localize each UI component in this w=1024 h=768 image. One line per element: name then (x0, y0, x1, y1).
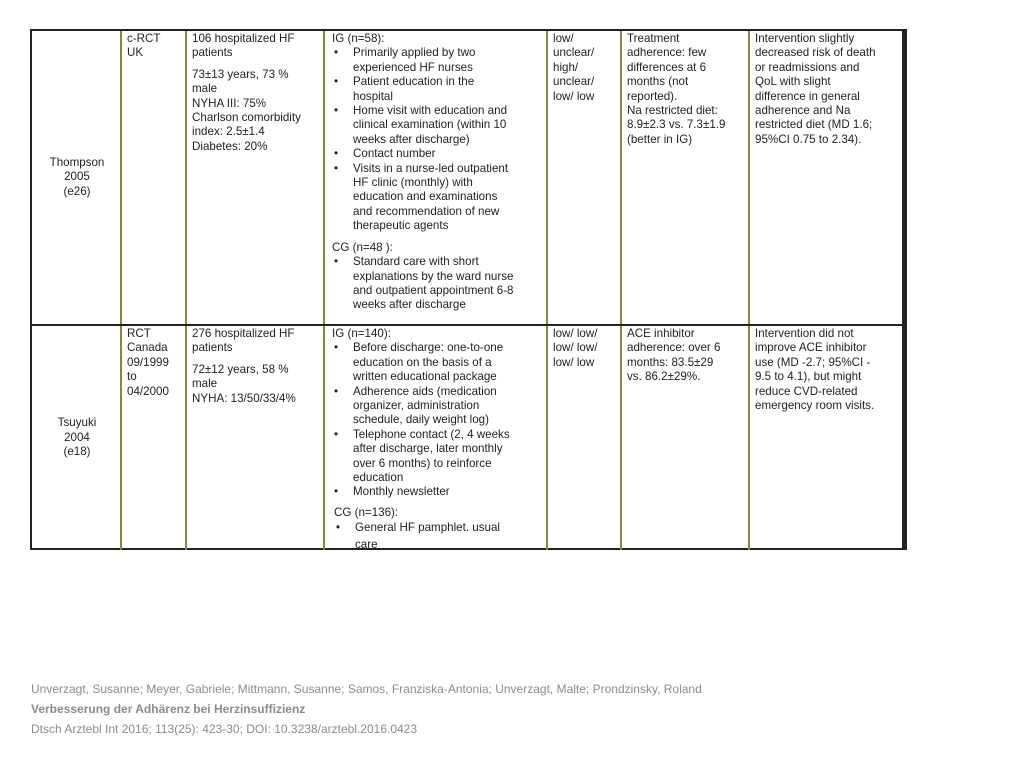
list-item: • Standard care with short explanations by the ward nurse and outpatient appointment 6-8 weeks after discharge (332, 255, 543, 313)
cg-label: CG (n=48 ): (332, 240, 393, 254)
cg-label: CG (n=136): (334, 505, 399, 519)
adherence-line: vs. 86.2±29%. (627, 370, 701, 384)
list-item: • Primarily applied by two experienced HF nurses (332, 46, 543, 75)
list-item: • Before discharge: one-to-one education on the basis of a written educational package (332, 341, 543, 384)
study-line: 2005 (64, 170, 90, 184)
ig-label: IG (n=140): (332, 327, 391, 340)
list-item: • Home visit with education and clinical examination (within 10 weeks after discharge) (332, 104, 543, 147)
outcome-line: Intervention slightly (755, 32, 855, 45)
study-line: Tsuyuki (57, 416, 97, 430)
adherence-line: months: 83.5±29 (627, 355, 714, 369)
evidence-table (30, 29, 907, 550)
table-row (32, 324, 902, 550)
adherence-line: adherence: over 6 (627, 341, 721, 355)
ig-label: IG (n=58): (332, 32, 385, 45)
bias-line: low/ low (553, 355, 595, 369)
risk-of-bias-cell (548, 31, 622, 324)
population-line: male (192, 377, 218, 391)
cg-list (334, 520, 543, 550)
outcome-line: QoL with slight (755, 75, 831, 89)
design-cell (122, 326, 187, 550)
population-line: male (192, 82, 218, 96)
study-cell (32, 31, 122, 324)
adherence-line: (better in IG) (627, 132, 693, 146)
adherence-line: Treatment (627, 32, 680, 45)
outcome-line: or readmissions and (755, 60, 860, 74)
bias-line: low/ (553, 32, 574, 45)
study-line: Thompson (49, 155, 105, 169)
population-line: 276 hospitalized HF (192, 327, 295, 340)
population-line: Diabetes: 20% (192, 139, 268, 153)
table-row (32, 31, 902, 324)
population-line: NYHA III: 75% (192, 96, 267, 110)
population-line: NYHA: 13/50/33/4% (192, 391, 296, 405)
bias-line: low/ low/ (553, 341, 598, 355)
bias-line: high/ (553, 60, 579, 74)
adherence-cell (622, 31, 750, 324)
intervention-cell (325, 31, 548, 324)
population-line: 73±13 years, 73 % (192, 67, 289, 81)
design-line: 04/2000 (127, 384, 169, 398)
intervention-cell (325, 326, 548, 550)
risk-of-bias-cell (548, 326, 622, 550)
population-line: Charlson comorbidity (192, 111, 301, 125)
adherence-line: months (not (627, 75, 689, 89)
ig-list (332, 341, 543, 499)
outcome-line: use (MD -2.7; 95%CI - (755, 355, 871, 369)
outcome-line: difference in general (755, 89, 860, 103)
adherence-line: differences at 6 (627, 60, 707, 74)
outcome-cell (750, 326, 902, 550)
bias-line: unclear/ (553, 46, 595, 60)
adherence-line: reported). (627, 89, 678, 103)
outcome-line: restricted diet (MD 1.6; (755, 118, 873, 132)
design-line: c-RCT (127, 32, 161, 45)
design-line: to (127, 370, 137, 384)
population-line: 72±12 years, 58 % (192, 362, 289, 376)
list-item: • Contact number (332, 147, 543, 161)
outcome-line: decreased risk of death (755, 46, 876, 60)
outcome-line: 95%CI 0.75 to 2.34). (755, 132, 862, 146)
population-line: patients (192, 341, 233, 355)
outcome-line: 9.5 to 4.1), but might (755, 370, 862, 384)
study-line: 2004 (64, 430, 90, 444)
citation-block (31, 679, 702, 739)
population-cell (187, 31, 325, 324)
cg-list (332, 255, 543, 313)
list-item: • Monthly newsletter (332, 485, 543, 499)
adherence-cell (622, 326, 750, 550)
design-line: 09/1999 (127, 355, 169, 369)
adherence-line: Na restricted diet: (627, 104, 718, 118)
citation-authors: Unverzagt, Susanne; Meyer, Gabriele; Mittmann, Susanne; Samos, Franziska-Antonia; Unverzagt, Malte; Prondzinsky, Roland (31, 682, 702, 696)
study-line: (e18) (63, 445, 91, 459)
list-item: • Adherence aids (medication organizer, administration schedule, daily weight log) (332, 385, 543, 428)
adherence-line: adherence: few (627, 46, 707, 60)
population-line: 106 hospitalized HF (192, 32, 295, 45)
adherence-line: 8.9±2.3 vs. 7.3±1.9 (627, 118, 726, 132)
ig-list (332, 46, 543, 233)
list-item: • General HF pamphlet. usual care (334, 520, 543, 550)
citation-source: Dtsch Arztebl Int 2016; 113(25): 423-30; DOI: 10.3238/arztebl.2016.0423 (31, 722, 418, 736)
citation-title: Verbesserung der Adhärenz bei Herzinsuffizienz (31, 702, 306, 716)
outcome-line: Intervention did not (755, 327, 854, 340)
list-item: • Telephone contact (2, 4 weeks after discharge, later monthly over 6 months) to reinforce education (332, 428, 543, 486)
outcome-line: emergency room visits. (755, 399, 875, 413)
design-line: RCT (127, 327, 151, 340)
list-item: • Patient education in the hospital (332, 75, 543, 104)
outcome-line: improve ACE inhibitor (755, 341, 867, 355)
bias-line: low/ low (553, 89, 595, 103)
design-line: UK (127, 46, 144, 60)
population-line: index: 2.5±1.4 (192, 125, 265, 139)
study-line: (e26) (63, 184, 91, 198)
population-cell (187, 326, 325, 550)
study-cell (32, 326, 122, 550)
bias-line: unclear/ (553, 75, 595, 89)
population-line: patients (192, 46, 233, 60)
design-line: Canada (127, 341, 168, 355)
design-cell (122, 31, 187, 324)
outcome-line: adherence and Na (755, 104, 851, 118)
outcome-line: reduce CVD-related (755, 384, 858, 398)
list-item: • Visits in a nurse-led outpatient HF clinic (monthly) with education and examinations and recommendation of new therapeutic agents (332, 162, 543, 234)
adherence-line: ACE inhibitor (627, 327, 695, 340)
outcome-cell (750, 31, 902, 324)
bias-line: low/ low/ (553, 327, 598, 340)
